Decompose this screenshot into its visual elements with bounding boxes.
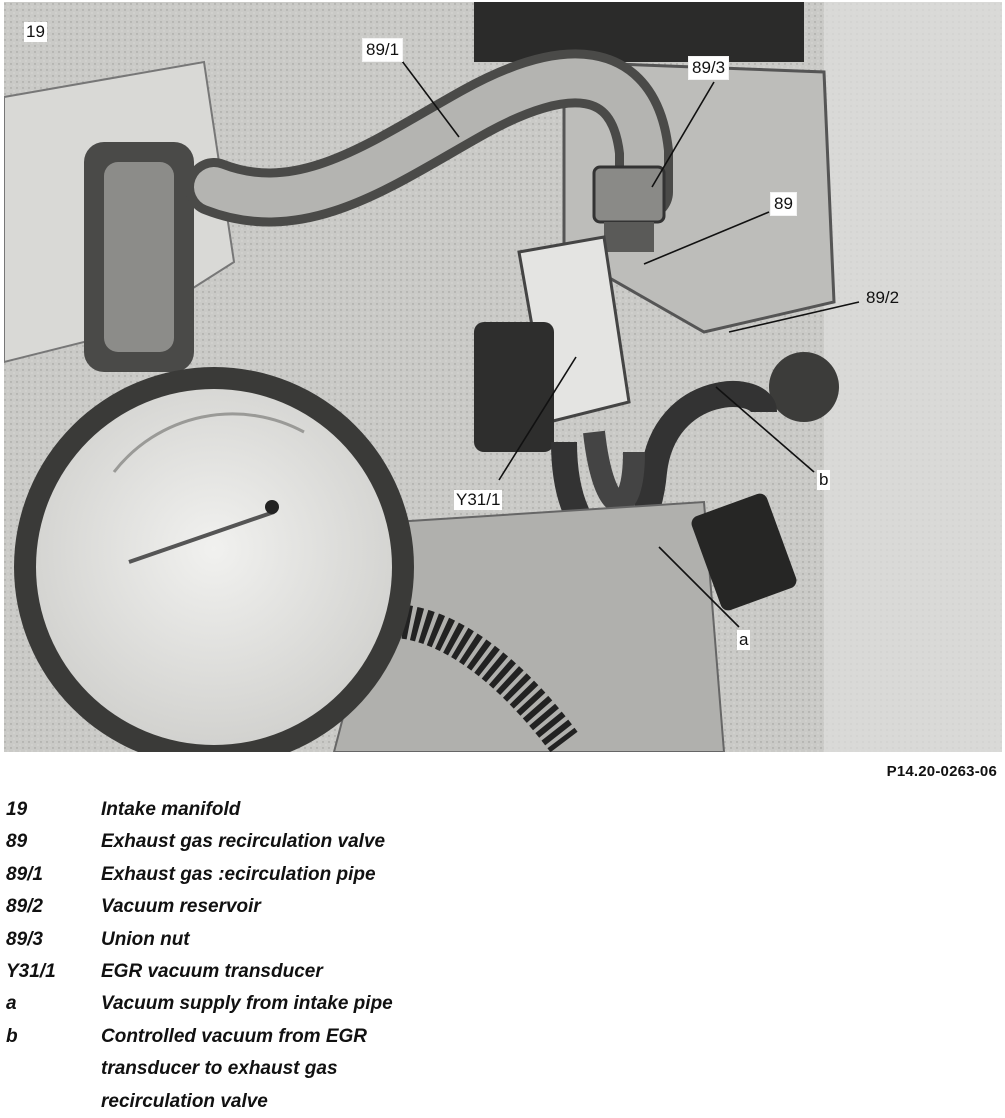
gauge-needle-tip xyxy=(265,500,279,514)
legend-code: b xyxy=(6,1025,18,1047)
legend-row xyxy=(6,826,706,858)
legend-description: Union nut xyxy=(101,928,190,950)
legend-description: Controlled vacuum from EGR transducer to exhaust gas recirculation valve xyxy=(101,1025,368,1112)
legend-description: Vacuum reservoir xyxy=(101,896,261,918)
legend-row xyxy=(6,924,706,956)
vacuum-gauge-face xyxy=(36,389,392,745)
engine-illustration xyxy=(4,2,1002,752)
intake-runner-highlight xyxy=(104,162,174,352)
legend-row xyxy=(6,956,706,988)
legend-code: 19 xyxy=(6,799,28,820)
legend-code: 89 xyxy=(6,831,28,853)
legend-row xyxy=(6,1021,706,1118)
vacuum-reservoir-end xyxy=(769,352,839,422)
legend-description: EGR vacuum transducer xyxy=(101,961,323,983)
union-nut-base xyxy=(604,222,654,252)
legend-code: Y31/1 xyxy=(6,961,56,983)
legend xyxy=(6,794,706,1118)
callout-19: 19 xyxy=(26,22,45,41)
legend-code: 89/2 xyxy=(6,896,43,918)
legend-description: Intake manifold xyxy=(101,799,241,820)
top-shadow xyxy=(474,2,804,62)
callout-a: a xyxy=(739,630,749,649)
callout-89-2: 89/2 xyxy=(866,288,900,307)
callout-89: 89 xyxy=(770,192,797,216)
callout-89-1: 89/1 xyxy=(362,38,403,62)
callout-b: b xyxy=(819,470,829,489)
legend-row xyxy=(6,988,706,1020)
bay-wall xyxy=(824,2,1002,752)
union-nut xyxy=(594,167,664,222)
legend-code: 89/3 xyxy=(6,928,43,950)
legend-description: Vacuum supply from intake pipe xyxy=(101,993,393,1015)
figure-reference: P14.20-0263-06 xyxy=(886,763,997,780)
legend-description: Exhaust gas recirculation valve xyxy=(101,831,386,853)
transducer-bracket xyxy=(474,322,554,452)
callout-89-3: 89/3 xyxy=(688,56,729,80)
legend-code: 89/1 xyxy=(6,863,43,885)
callout-y31-1: Y31/1 xyxy=(456,490,501,509)
legend-row xyxy=(6,794,706,826)
legend-row xyxy=(6,859,706,891)
legend-description: Exhaust gas :ecirculation pipe xyxy=(101,863,376,885)
legend-row xyxy=(6,891,706,923)
legend-code: a xyxy=(6,993,17,1015)
engine-photo xyxy=(4,2,1002,752)
